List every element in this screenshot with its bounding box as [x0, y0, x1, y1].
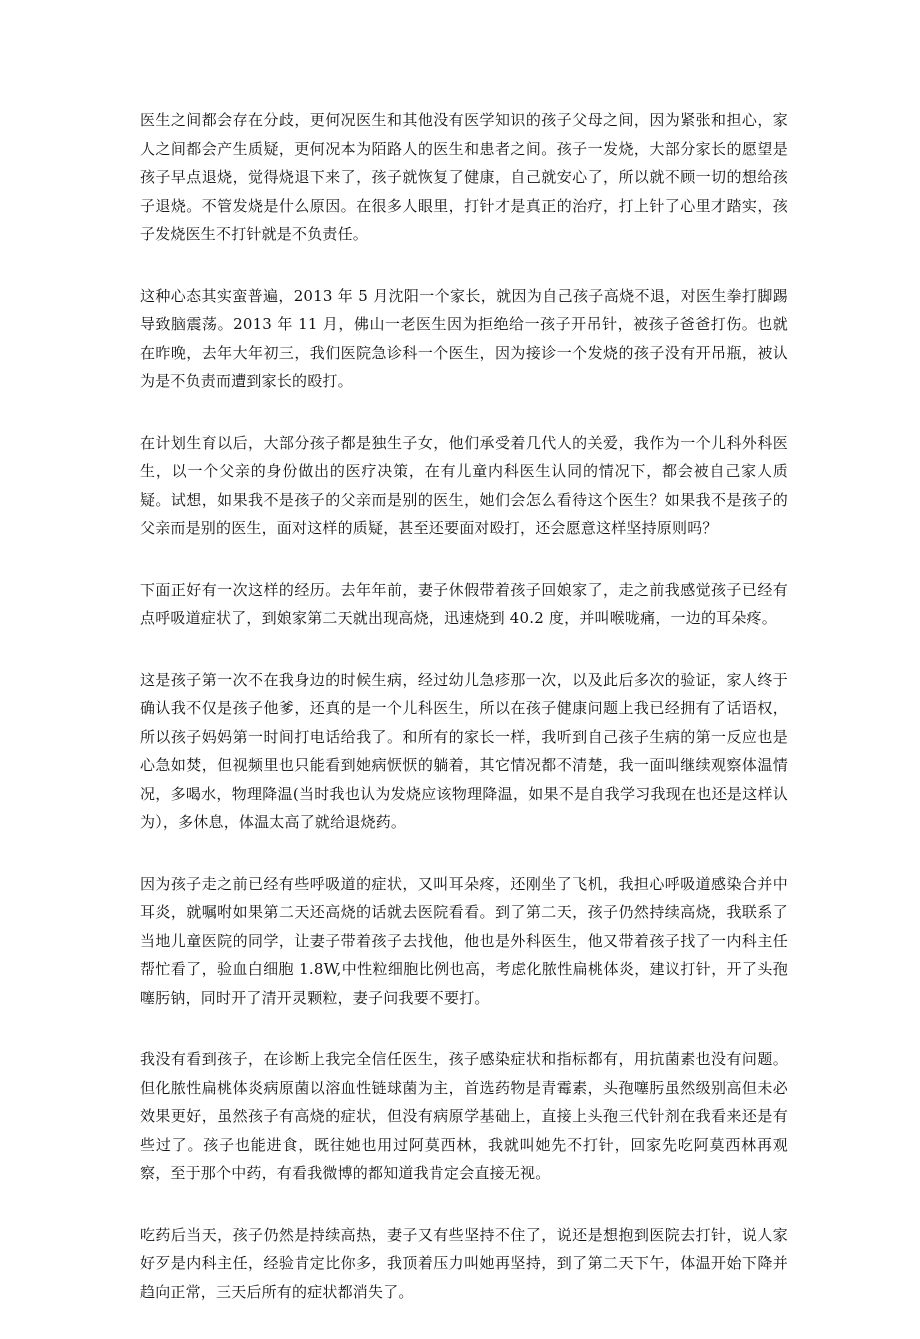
paragraph-3: 在计划生育以后，大部分孩子都是独生子女，他们承受着几代人的关爱，我作为一个儿科外科医生，以一个父亲的身份做出的医疗决策，在有儿童内科医生认同的情况下，都会被自己家人质疑。试想，如果我不是孩子的父亲而是别的医生，她们会怎么看待这个医生？如果我不是孩子的父亲而是别的医生，面对这样的质疑，甚至还要面对殴打，还会愿意这样坚持原则吗？ [140, 433, 788, 537]
paragraph-8: 吃药后当天，孩子仍然是持续高热，妻子又有些坚持不住了，说还是想抱到医院去打针，说人家好歹是内科主任，经验肯定比你多，我顶着压力叫她再坚持，到了第二天下午，体温开始下降并趋向正常，三天后所有的症状都消失了。 [140, 1225, 788, 1301]
document-body [140, 106, 788, 1339]
paragraph-5: 这是孩子第一次不在我身边的时候生病，经过幼儿急疹那一次，以及此后多次的验证，家人终于确认我不仅是孩子他爹，还真的是一个儿科医生，所以在孩子健康问题上我已经拥有了话语权，所以孩子妈妈第一时间打电话给我了。和所有的家长一样，我听到自己孩子生病的第一反应也是心急如焚，但视频里也只能看到她病恹恹的躺着，其它情况都不清楚，我一面叫继续观察体温情况，多喝水，物理降温(当时我也认为发烧应该物理降温，如果不是自我学习我现在也还是这样认为），多休息，体温太高了就给退烧药。 [140, 670, 788, 831]
paragraph-2: 这种心态其实蛮普遍，2013 年 5 月沈阳一个家长，就因为自己孩子高烧不退，对医生拳打脚踢导致脑震荡。2013 年 11 月，佛山一老医生因为拒绝给一孩子开吊针，被孩子爸爸打伤。也就在昨晚，去年大年初三，我们医院急诊科一个医生，因为接诊一个发烧的孩子没有开吊瓶，被认为是不负责而遭到家长的殴打。 [140, 286, 788, 390]
paragraph-1: 医生之间都会存在分歧，更何况医生和其他没有医学知识的孩子父母之间，因为紧张和担心，家人之间都会产生质疑，更何况本为陌路人的医生和患者之间。孩子一发烧，大部分家长的愿望是孩子早点退烧，觉得烧退下来了，孩子就恢复了健康，自己就安心了，所以就不顾一切的想给孩子退烧。不管发烧是什么原因。在很多人眼里，打针才是真正的治疗，打上针了心里才踏实，孩子发烧医生不打针就是不负责任。 [140, 111, 788, 243]
paragraph-7: 我没有看到孩子，在诊断上我完全信任医生，孩子感染症状和指标都有，用抗菌素也没有问题。但化脓性扁桃体炎病原菌以溶血性链球菌为主，首选药物是青霉素，头孢噻肟虽然级别高但未必效果更好，虽然孩子有高烧的症状，但没有病原学基础上，直接上头孢三代针剂在我看来还是有些过了。孩子也能进食，既往她也用过阿莫西林，我就叫她先不打针，回家先吃阿莫西林再观察，至于那个中药，有看我微博的都知道我肯定会直接无视。 [140, 1050, 788, 1182]
paragraph-6: 因为孩子走之前已经有些呼吸道的症状，又叫耳朵疼，还刚坐了飞机，我担心呼吸道感染合并中耳炎，就嘱咐如果第二天还高烧的话就去医院看看。到了第二天，孩子仍然持续高烧，我联系了当地儿童医院的同学，让妻子带着孩子去找他，他也是外科医生，他又带着孩子找了一内科主任帮忙看了，验血白细胞 1.8W,中性粒细胞比例也高，考虑化脓性扁桃体炎，建议打针，开了头孢噻肟钠，同时开了清开灵颗粒，妻子问我要不要打。 [140, 874, 788, 1007]
paragraph-4: 下面正好有一次这样的经历。去年年前，妻子休假带着孩子回娘家了，走之前我感觉孩子已经有点呼吸道症状了，到娘家第二天就出现高烧，迅速烧到 40.2 度，并叫喉咙痛，一边的耳朵疼。 [140, 580, 788, 627]
